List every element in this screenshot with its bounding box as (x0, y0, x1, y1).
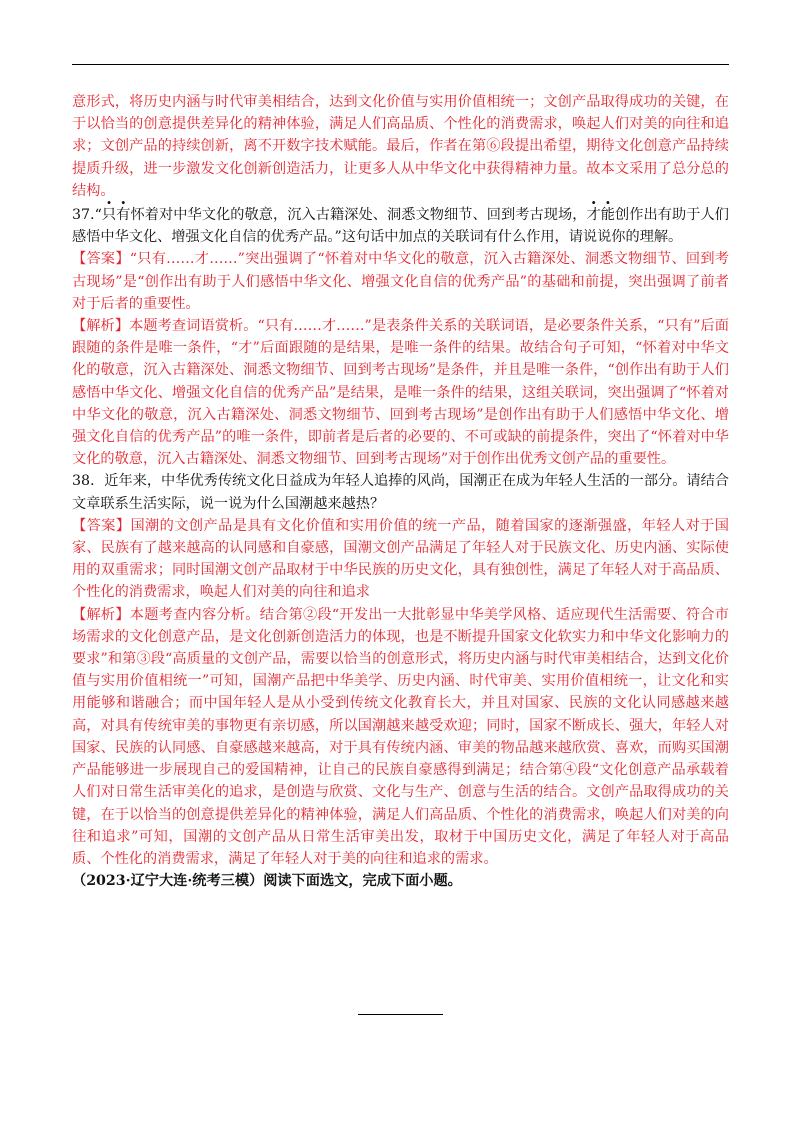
analysis-38: 【解析】本题考查内容分析。结合第②段“开发出一大批彰显中华美学风格、适应现代生活需要、符合市场需求的文化创意产品，是文化创新创造活力的体现，也是不断提升国家文化软实力和中华文化影响力的要求”和第③段“高质量的文创产品，需要以恰当的创意形式，将历史内涵与时代审美相结合，达到文化价值与实用价值相统一”可知，国潮产品把中华美学、历史内涵、时代审美、实用价值相统一，让文化和实用能够和谐融合；而中国年轻人是从小受到传统文化教育长大，并且对国家、民族的文化认同感越来越高，对具有传统审美的事物更有亲切感，所以国潮越来越受欢迎；同时，国家不断成长、强大，年轻人对国家、民族的认同感、自豪感越来越高，对于具有传统内涵、审美的物品越来越欣赏、喜欢，而购买国潮产品能够进一步展现自己的爱国精神，让自己的民族自豪感得到满足；结合第④段“文化创意产品承载着人们对日常生活审美化的追求，是创造与欣赏、文化与生产、创意与生活的结合。文创产品取得成功的关键，在于以恰当的创意提供差异化的精神体验，满足人们高品质、个性化的消费需求，唤起人们对美的向往和追求”可知，国潮的文创产品从日常生活审美出发，取材于中国历史文化，满足了年轻人对于高品质、个性化的消费需求，满足了年轻人对于美的向往和追求的需求。 (72, 606, 729, 867)
summary-paragraph: 意形式，将历史内涵与时代审美相结合，达到文化价值与实用价值相统一；文创产品取得成功的关键，在于以恰当的创意提供差异化的精神体验，满足人们高品质、个性化的消费需求，唤起人们对美的向往和追求；文创产品的持续创新，离不开数字技术赋能。最后，作者在第⑥段提出希望，期待文化创意产品持续提质升级，进一步激发文化创新创造活力，让更多人从中华文化中获得精神力量。故本文采用了总分总的结构。 (72, 94, 729, 199)
answer-37: 【答案】“只有……才……”突出强调了“怀着对中华文化的敬意，沉入古籍深处、洞悉文物细节、回到考古现场”是“创作出有助于人们感悟中华文化、增强文化自信的优秀产品”的基础和前提，突出强调了前者对于后者的重要性。 (72, 251, 729, 312)
emphasis-dot-char: 才 (586, 207, 601, 224)
analysis-37: 【解析】本题考查词语赏析。“只有……才……”是表条件关系的关联词语，是必要条件关系，“只有”后面跟随的条件是唯一条件，“才”后面跟随的是结果，是唯一条件的结果。故结合句子可知，“怀着对中华文化的敬意，沉入古籍深处、洞悉文物细节、回到考古现场”是条件，并且是唯一条件，“创作出有助于人们感悟中华文化、增强文化自信的优秀产品”是结果，是唯一条件的结果，这组关联词，突出强调了“怀着对中华文化的敬意，沉入古籍深处、洞悉文物细节、回到考古现场”是创作出有助于人们感悟中华文化、增强文化自信的优秀产品”的唯一条件，即前者是后者的必要的、不可或缺的前提条件，突出了“怀着对中华文化的敬意，沉入古籍深处、洞悉文物细节、回到考古现场”对于创作出优秀文创产品的重要性。 (72, 318, 729, 468)
answer-label: 【答案】 (72, 517, 131, 534)
emphasis-dot-char: 能 (600, 207, 616, 224)
emphasis-dot-char: 只 (101, 207, 117, 224)
document-body (72, 91, 729, 892)
analysis-label: 【解析】 (72, 318, 130, 335)
answer-label: 【答案】 (72, 251, 130, 268)
header-rule (72, 64, 729, 65)
question-37: 37.“只有怀着对中华文化的敬意，沉入古籍深处、洞悉文物细节、回到考古现场，才能创作出有助于人们感悟中华文化、增强文化自信的优秀产品。”这句话中加点的关联词有什么作用，请说说你的理解。 (72, 207, 729, 246)
footer-rule (358, 1014, 443, 1015)
question-38: 38．近年来，中华优秀传统文化日益成为年轻人追捧的风尚，国潮正在成为年轻人生活的一部分。请结合文章联系生活实际，说一说为什么国潮越来越热？ (72, 473, 729, 512)
answer-38: 【答案】国潮的文创产品是具有文化价值和实用价值的统一产品，随着国家的逐渐强盛，年轻人对于国家、民族有了越来越高的认同感和自豪感，国潮文创产品满足了年轻人对于民族文化、历史内涵、实际使用的双重需求；同时国潮文创产品取材于中华民族的历史文化，具有独创性，满足了年轻人对于高品质、个性化的消费需求，唤起人们对美的向往和追求 (72, 517, 729, 601)
question-number: 37. (72, 207, 95, 224)
emphasis-dot-char: 有 (116, 207, 131, 224)
analysis-label: 【解析】 (72, 606, 130, 623)
next-section-heading: （2023·辽宁大连·统考三模）阅读下面选文，完成下面小题。 (72, 873, 462, 890)
